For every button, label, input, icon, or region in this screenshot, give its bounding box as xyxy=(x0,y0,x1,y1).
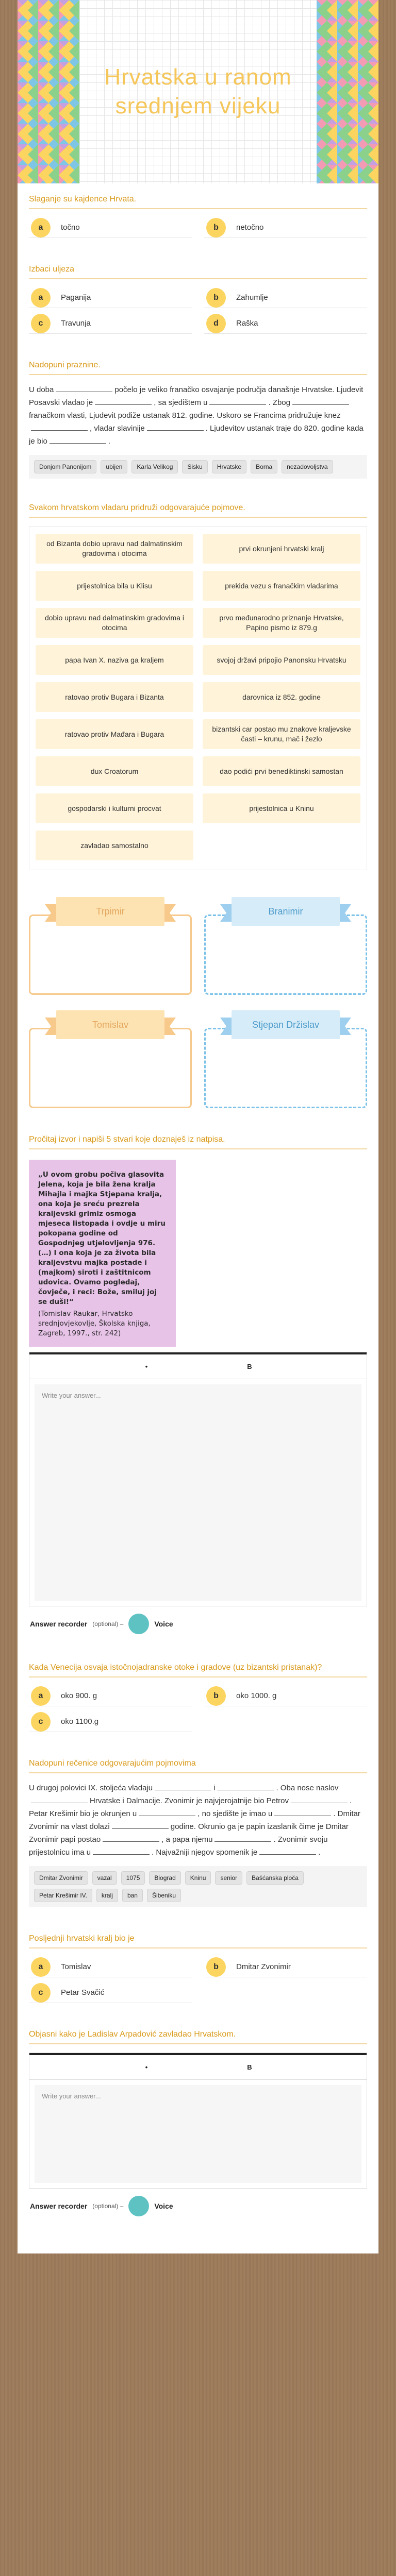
blank-7[interactable] xyxy=(50,435,106,444)
drop-zone[interactable] xyxy=(204,914,367,995)
options xyxy=(29,1686,367,1732)
option-a[interactable] xyxy=(29,217,192,238)
microphone-icon[interactable] xyxy=(128,1614,149,1634)
source-citation: (Tomislav Raukar, Hrvatsko srednjovjekovlje, Školska knjiga, Zagreb, 1997., str. 242) xyxy=(38,1310,151,1337)
text-fragment: Hrvatske i Dalmacije. Zvonimir je najvjerojatnije bio Petrov xyxy=(90,1797,289,1805)
blank-11[interactable] xyxy=(259,1846,316,1855)
category-label: Branimir xyxy=(232,897,340,926)
text-fragment: . Zvonimir svoju prijestolnicu ima u xyxy=(29,1835,328,1857)
option-letter: a xyxy=(31,218,51,238)
word-bank xyxy=(29,455,367,479)
word-chip[interactable]: Šibeniku xyxy=(147,1889,181,1902)
category-branimir[interactable] xyxy=(204,897,367,995)
ruler-categories xyxy=(18,876,378,1120)
blank-7[interactable] xyxy=(112,1820,169,1829)
drag-card[interactable]: prekida vezu s franačkim vladarima xyxy=(203,571,360,601)
voice-label: Voice xyxy=(154,2202,173,2210)
text-fragment: godine. Okrunio ga je papin izaslanik čime je Dmitar Zvonimir papi postao xyxy=(29,1822,349,1844)
word-chip[interactable]: ban xyxy=(122,1889,143,1902)
options xyxy=(29,1957,367,2003)
option-text: Tomislav xyxy=(61,1962,91,1971)
text-fragment: , vladar slavinije xyxy=(90,424,145,433)
microphone-icon[interactable] xyxy=(128,2196,149,2216)
question-7 xyxy=(18,1651,378,1738)
chevron-pattern-right xyxy=(317,0,378,183)
question-8 xyxy=(18,1738,378,1913)
word-chip[interactable]: ubijen xyxy=(101,460,127,473)
option-c[interactable] xyxy=(29,313,192,334)
text-fragment: , no sjedište je imao u xyxy=(197,1809,273,1818)
option-b[interactable] xyxy=(204,217,367,238)
option-letter: a xyxy=(31,288,51,308)
option-text: Raška xyxy=(236,319,258,328)
voice-label: Voice xyxy=(154,1620,173,1628)
editor-toolbar xyxy=(29,1352,367,1379)
option-text: netočno xyxy=(236,223,264,232)
text-fragment: i xyxy=(213,1784,216,1792)
bullet-list-button[interactable]: • xyxy=(145,1363,148,1370)
drag-card[interactable]: papa Ivan X. naziva ga kraljem xyxy=(36,645,193,675)
options xyxy=(29,287,367,334)
category-tomislav[interactable] xyxy=(29,1010,192,1108)
drop-zone[interactable] xyxy=(204,1028,367,1108)
text-fragment: . Oba nose naslov xyxy=(276,1784,339,1792)
category-ribbon xyxy=(232,897,340,926)
text-fragment: . xyxy=(318,1848,321,1857)
option-letter: a xyxy=(31,1686,51,1706)
answer-recorder xyxy=(29,1606,367,1645)
option-letter: a xyxy=(31,1957,51,1977)
category-ribbon xyxy=(56,897,164,926)
option-letter: b xyxy=(206,218,226,238)
question-title: Slaganje su kajdence Hrvata. xyxy=(29,195,367,209)
bullet-list-button[interactable]: • xyxy=(145,2063,148,2071)
source-quote-box xyxy=(29,1160,176,1347)
word-chip[interactable]: kralj xyxy=(96,1889,118,1902)
text-fragment: U doba xyxy=(29,385,54,394)
blank-1[interactable] xyxy=(56,383,112,392)
text-fragment: , a papa njemu xyxy=(161,1835,213,1844)
word-chip[interactable]: senior xyxy=(215,1871,242,1885)
question-9 xyxy=(18,1913,378,2009)
option-text: Travunja xyxy=(61,319,91,328)
blank-2[interactable] xyxy=(217,1782,274,1790)
option-b[interactable] xyxy=(204,1686,367,1706)
blank-4[interactable] xyxy=(292,396,349,405)
option-c[interactable] xyxy=(29,1711,192,1732)
category-trpimir[interactable] xyxy=(29,897,192,995)
drag-card[interactable]: svojoj državi pripojio Panonsku Hrvatsku xyxy=(203,645,360,675)
footer-space xyxy=(18,2233,378,2253)
answer-editor xyxy=(29,1352,367,1606)
category-ribbon xyxy=(232,1010,340,1039)
category-ribbon xyxy=(56,1010,164,1039)
text-fragment: . Zbog xyxy=(268,398,290,407)
drag-card[interactable]: dao podići prvi benediktinski samostan xyxy=(203,756,360,786)
option-b[interactable] xyxy=(204,1957,367,1977)
text-fragment: . Dmitar Zvonimir na vlast dolazi xyxy=(29,1809,360,1831)
page-title: Hrvatska u ranom srednjem vijeku xyxy=(104,64,292,118)
title-box xyxy=(79,0,317,183)
drag-card[interactable]: prvi okrunjeni hrvatski kralj xyxy=(203,534,360,564)
text-fragment: počelo je veliko franačko osvajanje područja današnje Hrvatske. Ljudevit Posavski vladao je xyxy=(29,385,364,407)
option-text: Paganija xyxy=(61,293,91,302)
fill-paragraph xyxy=(29,383,367,448)
drag-card[interactable]: darovnica iz 852. godine xyxy=(203,682,360,712)
fill-paragraph xyxy=(29,1782,367,1859)
question-1 xyxy=(18,183,378,244)
answer-recorder xyxy=(29,2189,367,2227)
option-a[interactable] xyxy=(29,1957,192,1977)
drop-zone[interactable] xyxy=(29,914,192,995)
text-fragment: . xyxy=(108,437,111,446)
option-letter: b xyxy=(206,1957,226,1977)
blank-9[interactable] xyxy=(214,1833,271,1842)
word-chip[interactable]: 1075 xyxy=(121,1871,145,1885)
text-fragment: . Petar Krešimir bio je okrunjen u xyxy=(29,1797,352,1818)
category-label: Trpimir xyxy=(56,897,164,926)
option-a[interactable] xyxy=(29,1686,192,1706)
word-chip[interactable]: Petar Krešimir IV. xyxy=(34,1889,92,1902)
word-chip[interactable]: nezadovoljstva xyxy=(282,460,333,473)
word-chip[interactable]: Bašćanska ploča xyxy=(246,1871,304,1885)
drag-card[interactable]: od Bizanta dobio upravu nad dalmatinskim gradovima i otocima xyxy=(36,534,193,564)
drag-card[interactable]: prijestolnica bila u Klisu xyxy=(36,571,193,601)
blank-1[interactable] xyxy=(155,1782,211,1790)
blank-10[interactable] xyxy=(93,1846,150,1855)
answer-textarea[interactable]: Write your answer... xyxy=(35,2085,361,2183)
word-chip[interactable]: Hrvatske xyxy=(212,460,246,473)
question-title: Kada Venecija osvaja istočnojadranske otoke i gradove (uz bizantski pristanak)? xyxy=(29,1663,367,1677)
option-letter: c xyxy=(31,1712,51,1732)
drag-card[interactable]: dux Croatorum xyxy=(36,756,193,786)
question-title: Pročitaj izvor i napiši 5 stvari koje doznaješ iz natpisa. xyxy=(29,1135,367,1149)
drag-card[interactable]: ratovao protiv Bugara i Bizanta xyxy=(36,682,193,712)
bold-button[interactable]: B xyxy=(247,1363,252,1370)
drag-card[interactable]: gospodarski i kulturni procvat xyxy=(36,793,193,823)
option-a[interactable] xyxy=(29,287,192,308)
blank-5[interactable] xyxy=(31,422,88,431)
category-stjepan-drzislav[interactable] xyxy=(204,1010,367,1108)
recorder-label: Answer recorder xyxy=(30,2202,88,2210)
option-text: točno xyxy=(61,223,80,232)
question-6 xyxy=(18,1120,378,1651)
source-reading xyxy=(29,1158,367,1347)
options xyxy=(29,217,367,238)
drag-card[interactable]: dobio upravu nad dalmatinskim gradovima i otocima xyxy=(36,608,193,638)
drop-zone[interactable] xyxy=(29,1028,192,1108)
question-10 xyxy=(18,2009,378,2233)
recorder-optional: (optional) – xyxy=(92,1620,124,1628)
text-fragment: U drugoj polovici IX. stoljeća vladaju xyxy=(29,1784,153,1792)
worksheet xyxy=(18,0,378,2253)
word-chip[interactable]: Kninu xyxy=(185,1871,211,1885)
blank-4[interactable] xyxy=(291,1794,348,1803)
question-title: Izbaci uljeza xyxy=(29,265,367,279)
chevron-pattern-left xyxy=(18,0,79,183)
word-chip[interactable]: Donjom Panonijom xyxy=(34,460,96,473)
text-fragment: . Najvažniji njegov spomenik je xyxy=(152,1848,258,1857)
word-chip[interactable]: Biograd xyxy=(149,1871,180,1885)
option-text: oko 1000. g xyxy=(236,1691,277,1700)
word-chip[interactable]: Dmitar Zvonimir xyxy=(34,1871,88,1885)
answer-textarea[interactable]: Write your answer... xyxy=(35,1384,361,1601)
question-3 xyxy=(18,340,378,485)
recorder-optional: (optional) – xyxy=(92,2202,124,2210)
question-title: Nadopuni praznine. xyxy=(29,361,367,375)
option-text: Zahumlje xyxy=(236,293,268,302)
blank-2[interactable] xyxy=(95,396,152,405)
option-letter: d xyxy=(206,314,226,333)
option-text: Dmitar Zvonimir xyxy=(236,1962,291,1971)
blank-5[interactable] xyxy=(139,1807,195,1816)
option-letter: b xyxy=(206,288,226,308)
source-quote: „U ovom grobu počiva glasovita Jelena, koja je bila žena kralja Mihajla i majka Stjepana kralja, ona koja je sreću prezrela kraljevski grimiz osmoga mjeseca listopada i ovdje u miru pokopana godine od Gospodnjeg utjelovljenja 976. (…) I ona koja je za života bila kraljevstvu majka postade i (majkom) siroti i zaštitnicom udovica. Ovamo pogledaj, čovječe, i reci: Bože, smiluj joj se duši!“ xyxy=(38,1171,166,1306)
blank-3[interactable] xyxy=(209,396,266,405)
question-title: Nadopuni rečenice odgovarajućim pojmovima xyxy=(29,1759,367,1773)
category-label: Tomislav xyxy=(56,1010,164,1039)
blank-8[interactable] xyxy=(103,1833,159,1842)
question-title: Svakom hrvatskom vladaru pridruži odgovarajuće pojmove. xyxy=(29,503,367,518)
word-chip[interactable]: Sisku xyxy=(182,460,207,473)
drag-card[interactable]: bizantski car postao mu znakove kraljevske časti – krunu, mač i žezlo xyxy=(203,719,360,749)
word-bank xyxy=(29,1866,367,1907)
option-c[interactable] xyxy=(29,1982,192,2003)
category-label: Stjepan Držislav xyxy=(232,1010,340,1039)
option-letter: c xyxy=(31,314,51,333)
drag-card[interactable]: zavladao samostalno xyxy=(36,831,193,860)
text-fragment: franačkom vlasti, Ljudevit podiže ustanak 812. godine. Uskoro se Francima pridružuje knez xyxy=(29,411,341,420)
option-text: Petar Svačić xyxy=(61,1988,105,1997)
option-text: oko 1100.g xyxy=(61,1717,99,1726)
bold-button[interactable]: B xyxy=(247,2063,252,2071)
option-letter: b xyxy=(206,1686,226,1706)
drag-card[interactable]: prijestolnica u Kninu xyxy=(203,793,360,823)
text-fragment: , sa sjedištem u xyxy=(154,398,208,407)
word-chip[interactable]: vazal xyxy=(92,1871,117,1885)
text-fragment: . Ljudevitov ustanak traje do 820. godine kada je bio xyxy=(29,424,364,446)
blank-6[interactable] xyxy=(274,1807,331,1816)
question-title: Objasni kako je Ladislav Arpadović zavladao Hrvatskom. xyxy=(29,2030,367,2044)
card-pool xyxy=(29,526,367,870)
drag-card[interactable]: ratovao protiv Mađara i Bugara xyxy=(36,719,193,749)
word-chip[interactable]: Borna xyxy=(251,460,277,473)
word-chip[interactable]: Karla Velikog xyxy=(131,460,178,473)
header xyxy=(18,0,378,183)
answer-editor xyxy=(29,2053,367,2189)
editor-toolbar xyxy=(29,2053,367,2080)
blank-3[interactable] xyxy=(31,1794,88,1803)
question-4 xyxy=(18,485,378,876)
recorder-label: Answer recorder xyxy=(30,1620,88,1628)
blank-6[interactable] xyxy=(147,422,204,431)
drag-card[interactable]: prvo međunarodno priznanje Hrvatske, Papino pismo iz 879.g xyxy=(203,608,360,638)
option-letter: c xyxy=(31,1983,51,2003)
question-title: Posljednji hrvatski kralj bio je xyxy=(29,1934,367,1948)
question-2 xyxy=(18,244,378,340)
option-d[interactable] xyxy=(204,313,367,334)
option-text: oko 900. g xyxy=(61,1691,97,1700)
option-b[interactable] xyxy=(204,287,367,308)
